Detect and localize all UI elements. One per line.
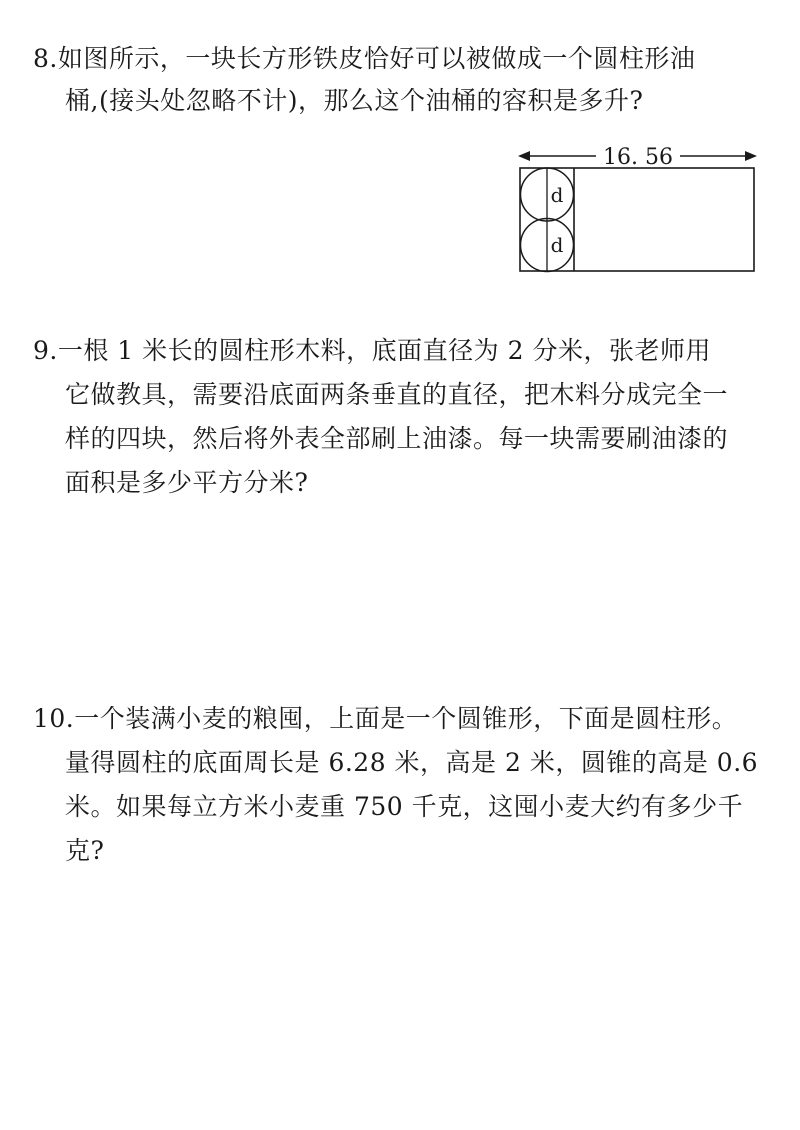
question-9-number: 9. (33, 336, 58, 365)
question-10-line-3: 米。如果每立方米小麦重 750 千克，这囤小麦大约有多少千 (65, 792, 744, 821)
question-10-number: 10. (33, 704, 75, 733)
question-8-text-1: 如图所示，一块长方形铁皮恰好可以被做成一个圆柱形油 (57, 44, 696, 73)
question-9-text-1: 一根 1 米长的圆柱形木料，底面直径为 2 分米，张老师用 (57, 336, 711, 365)
question-10-line-1 (33, 704, 737, 734)
question-10-line-4: 克? (65, 836, 105, 865)
question-9-line-3: 样的四块，然后将外表全部刷上油漆。每一块需要刷油漆的 (65, 424, 729, 453)
iron-sheet-figure (516, 140, 760, 274)
question-8-line-1 (33, 44, 695, 74)
question-9-line-2: 它做教具，需要沿底面两条垂直的直径，把木料分成完全一 (65, 380, 729, 409)
question-9-line-1 (33, 336, 711, 366)
diameter-label-bottom: d (550, 233, 564, 257)
diameter-label-top: d (550, 183, 564, 207)
arrow-left-icon (518, 151, 530, 161)
question-8-number: 8. (33, 44, 58, 73)
question-10-text-1: 一个装满小麦的粮囤，上面是一个圆锥形，下面是圆柱形。 (74, 704, 738, 733)
question-9-line-4: 面积是多少平方分米? (65, 468, 309, 497)
length-label: 16. 56 (603, 145, 673, 170)
question-8-line-2: 桶,(接头处忽略不计)，那么这个油桶的容积是多升? (65, 86, 644, 115)
arrow-right-icon (745, 151, 757, 161)
question-10-line-2: 量得圆柱的底面周长是 6.28 米，高是 2 米，圆锥的高是 0.6 (65, 748, 759, 777)
